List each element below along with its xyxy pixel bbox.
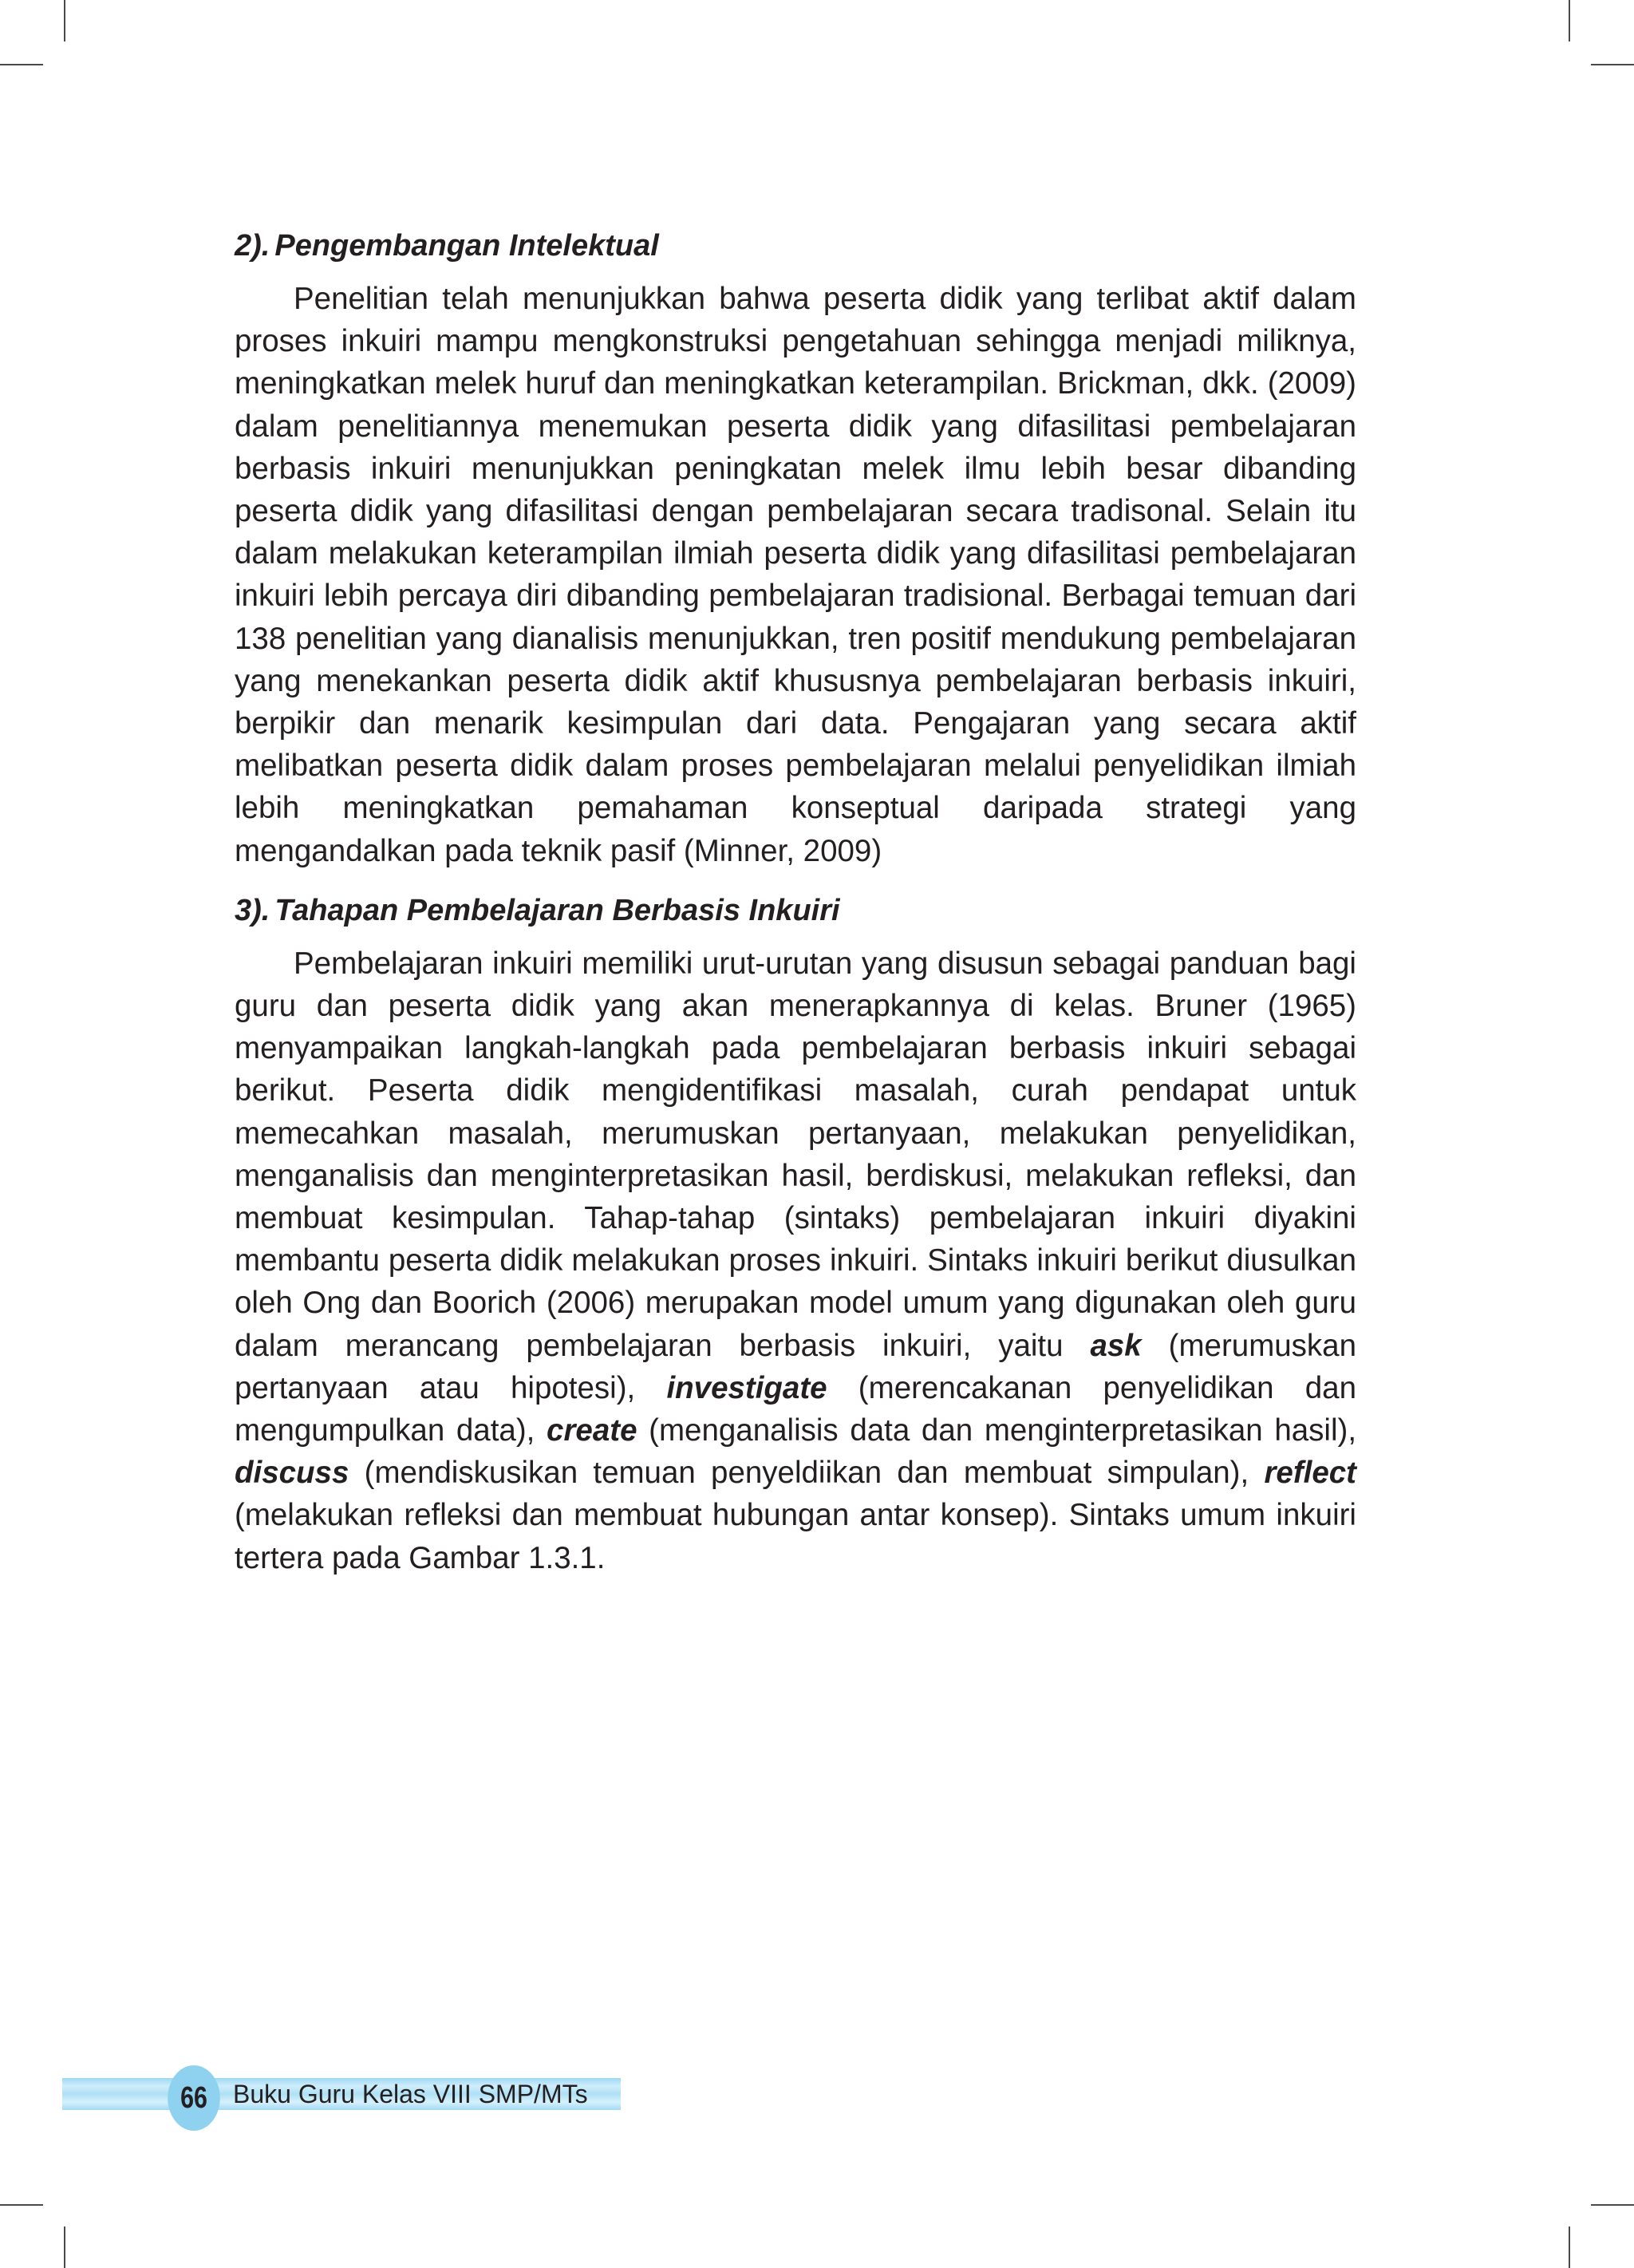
crop-mark — [0, 2204, 43, 2206]
section-title: Tahapan Pembelajaran Berbasis Inkuiri — [274, 893, 840, 927]
section-heading-inquiry-stages — [235, 888, 1356, 933]
paragraph-inquiry-stages — [235, 942, 1356, 1579]
term-ask: ask — [1090, 1328, 1142, 1363]
crop-mark — [64, 0, 65, 41]
section-number: 2). — [235, 229, 270, 263]
term-description: (menganalisis data dan menginterpretasikan hasil), — [649, 1413, 1357, 1448]
page-number-badge — [168, 2065, 220, 2131]
term-create: create — [547, 1413, 637, 1448]
page-content — [235, 223, 1356, 1579]
crop-mark — [1569, 2227, 1570, 2268]
paragraph-text: Pembelajaran inkuiri memiliki urut-urutan yang disusun sebagai panduan bagi guru dan peserta didik yang akan menerapkannya di kelas. Bruner (1965) menyampaikan langkah-langkah pada pembelajaran berbasis inkuiri sebagai berikut. Peserta didik mengidentifikasi masalah, curah pendapat untuk memecahkan masalah, merumuskan pertanyaan, melakukan penyelidikan, menganalisis dan menginterpretasikan hasil, berdiskusi, melakukan refleksi, dan membuat kesimpulan. Tahap-tahap (sintaks) pembelajaran inkuiri diyakini membantu peserta didik melakukan proses inkuiri. Sintaks inkuiri berikut diusulkan oleh Ong dan Boorich (2006) merupakan model umum yang digunakan oleh guru dalam merancang pembelajaran berbasis inkuiri, yaitu — [235, 946, 1356, 1363]
term-description: (melakukan refleksi dan membuat hubungan antar konsep). Sintaks umum inkuiri tertera pada Gambar 1.3.1. — [235, 1498, 1356, 1575]
term-investigate: investigate — [666, 1370, 827, 1405]
paragraph-intellectual: Penelitian telah menunjukkan bahwa peserta didik yang terlibat aktif dalam proses inkuiri mampu mengkonstruksi pengetahuan sehingga menjadi miliknya, meningkatkan melek huruf dan meningkatkan keterampilan. Brickman, dkk. (2009) dalam penelitiannya menemukan peserta didik yang difasilitasi pembelajaran berbasis inkuiri menunjukkan peningkatan melek ilmu lebih besar dibanding peserta didik yang difasilitasi dengan pembelajaran secara tradisonal. Selain itu dalam melakukan keterampilan ilmiah peserta didik yang difasilitasi pembelajaran inkuiri lebih percaya diri dibanding pembelajaran tradisional. Berbagai temuan dari 138 penelitian yang dianalisis menunjukkan, tren positif mendukung pembelajaran yang menekankan peserta didik aktif khususnya pembelajaran berbasis inkuiri, berpikir dan menarik kesimpulan dari data. Pengajaran yang secara aktif melibatkan peserta didik dalam proses pembelajaran melalui penyelidikan ilmiah lebih meningkatkan pemahaman konseptual daripada strategi yang mengandalkan pada teknik pasif (Minner, 2009) — [235, 282, 1356, 868]
section-number: 3). — [235, 893, 270, 927]
crop-mark — [1569, 0, 1570, 41]
page-number: 66 — [180, 2080, 207, 2115]
crop-mark — [0, 64, 43, 65]
crop-mark — [1591, 2204, 1634, 2206]
term-reflect: reflect — [1264, 1456, 1356, 1491]
page-footer — [0, 2065, 638, 2129]
term-description: (merencakanan penyelidikan dan mengumpulkan data), — [235, 1370, 1356, 1448]
book-title: Buku Guru Kelas VIII SMP/MTs — [233, 2080, 588, 2108]
section-title: Pengembangan Intelektual — [274, 229, 659, 263]
section-heading-intellectual — [235, 223, 1356, 268]
term-description: (mendiskusikan temuan penyeldiikan dan membuat simpulan), — [364, 1456, 1249, 1491]
term-description: (merumuskan pertanyaan atau hipotesi), — [235, 1328, 1356, 1405]
crop-mark — [64, 2227, 65, 2268]
term-discuss: discuss — [235, 1456, 349, 1491]
crop-mark — [1591, 64, 1634, 65]
